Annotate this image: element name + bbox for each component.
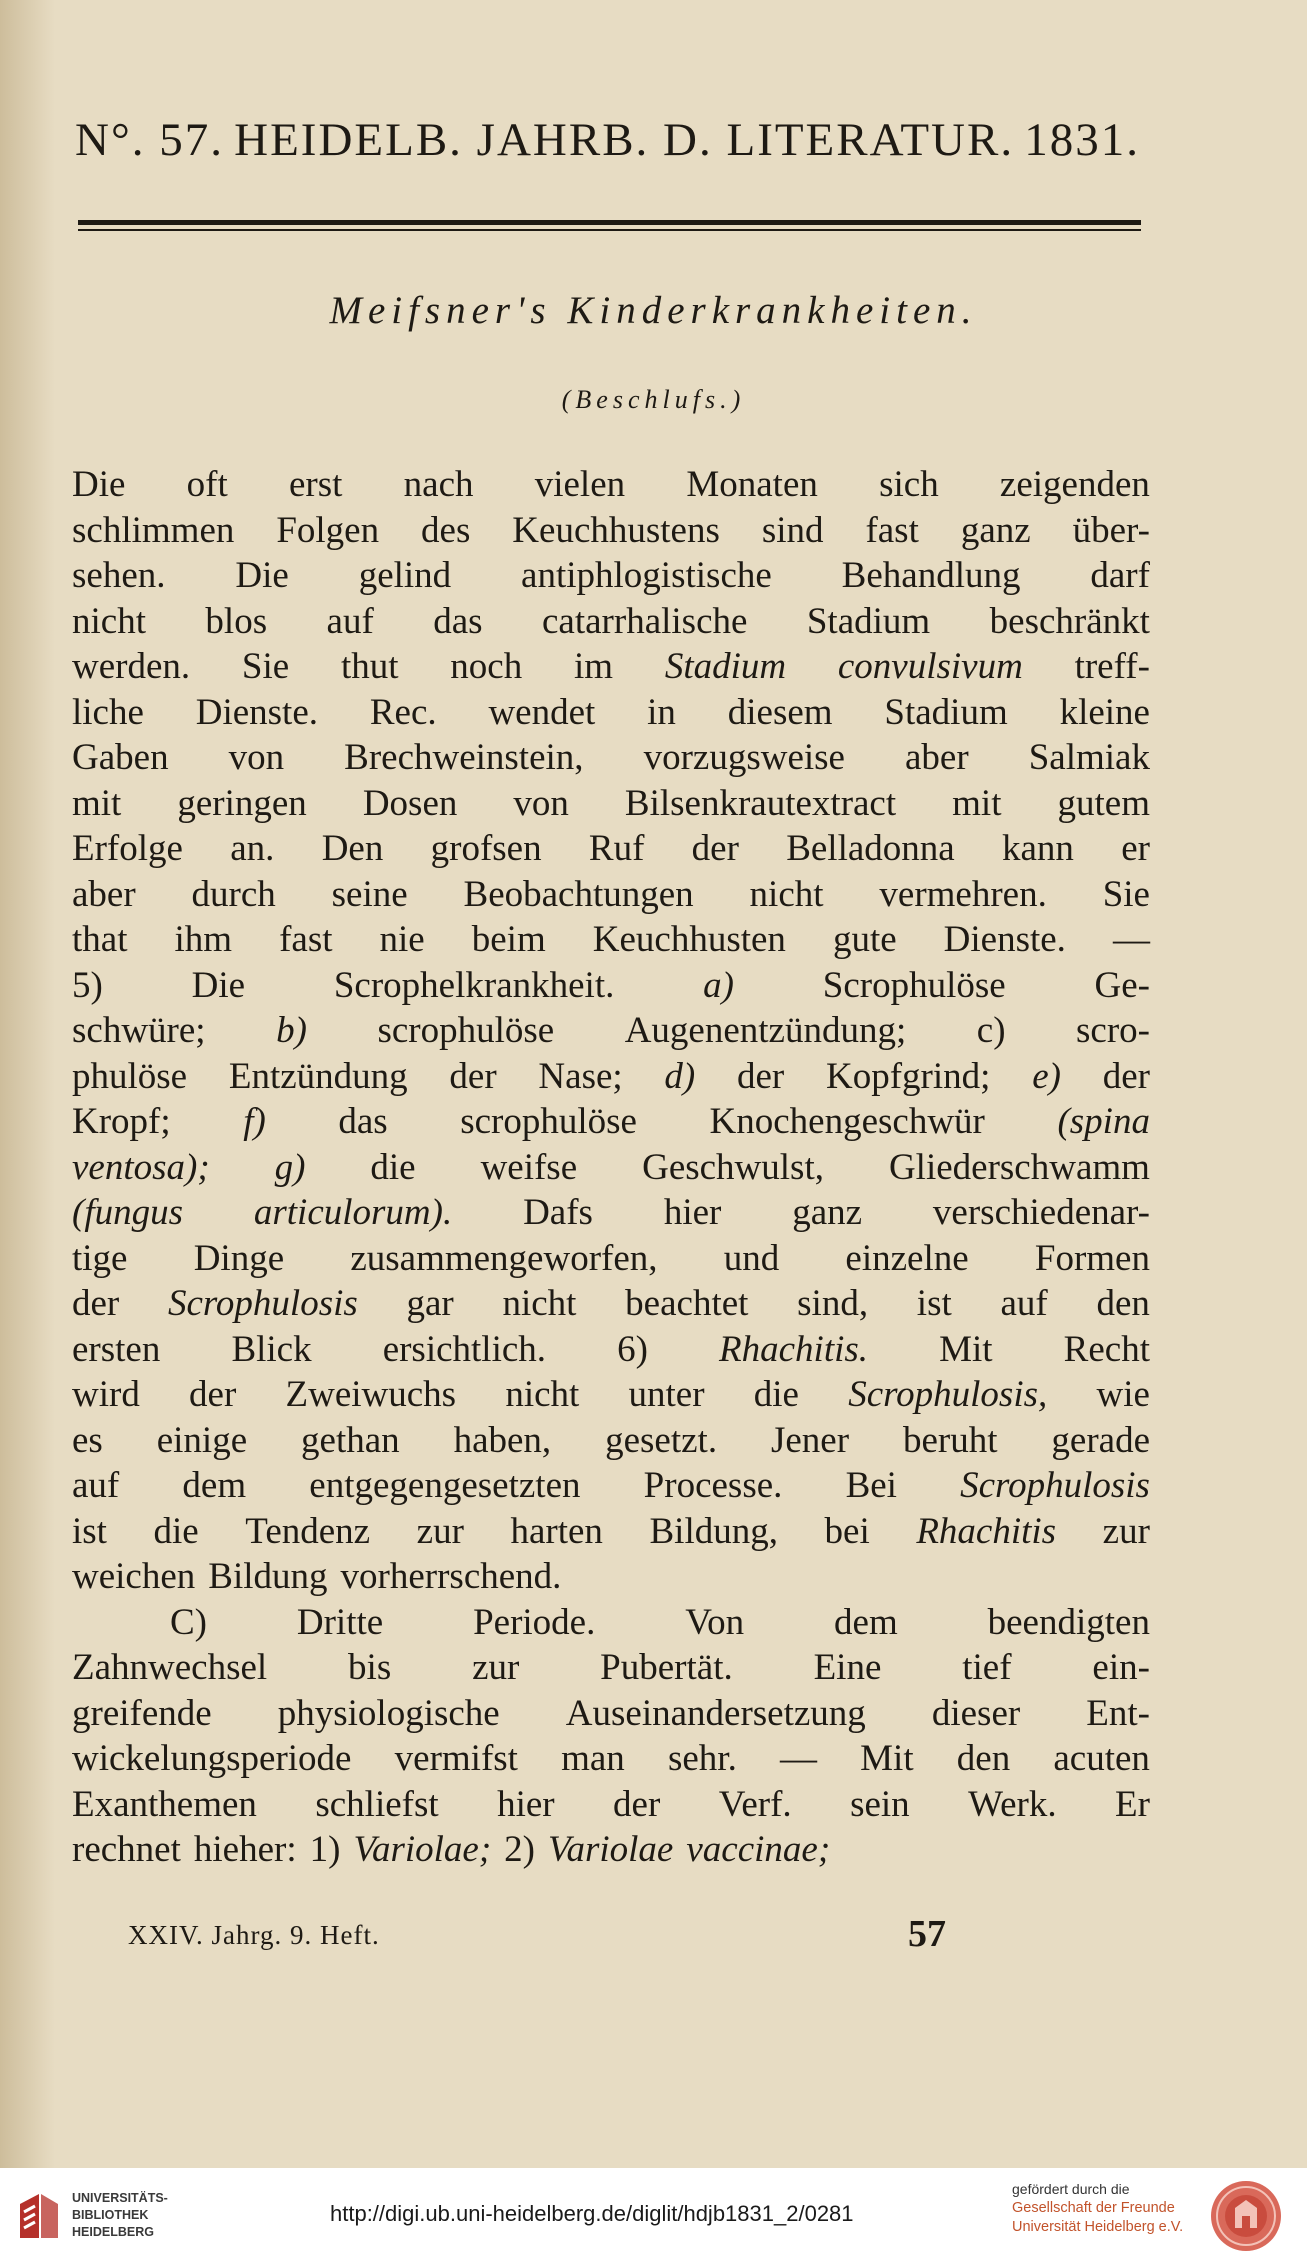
- word: das: [433, 600, 483, 642]
- word: von: [513, 782, 569, 824]
- word: articulorum).: [253, 1192, 453, 1233]
- word: gelind: [358, 555, 452, 596]
- word: in: [647, 691, 676, 733]
- word: entgegengesetzten: [309, 1465, 581, 1506]
- word: Pubertät.: [600, 1647, 733, 1688]
- text-line: [72, 1099, 1150, 1145]
- word: Er: [1114, 1783, 1150, 1825]
- word: vorzugsweise: [643, 737, 845, 778]
- word: Eine: [813, 1647, 882, 1688]
- word: die: [153, 1510, 199, 1552]
- text-line: [72, 462, 1150, 508]
- article-title: Meifsner's Kinderkrankheiten.: [329, 289, 978, 332]
- word: a): [703, 964, 734, 1006]
- word: der: [72, 1283, 120, 1324]
- word: Keuchhusten: [592, 919, 786, 960]
- word: aber: [72, 873, 136, 915]
- word: beachtet: [625, 1283, 749, 1324]
- word: sein: [850, 1783, 910, 1825]
- text-line: [72, 1054, 1150, 1100]
- word: ersten: [72, 1328, 161, 1370]
- text-line: [72, 553, 1150, 599]
- word: Dritte: [296, 1601, 384, 1643]
- word: Nase;: [538, 1055, 623, 1097]
- sponsor-prefix: gefördert durch die: [1012, 2181, 1130, 2197]
- word: nicht: [502, 1283, 577, 1324]
- word: liche: [72, 691, 144, 733]
- word: er: [1121, 828, 1150, 869]
- word: that: [72, 919, 128, 960]
- word: hieher:: [193, 1829, 297, 1870]
- word: erst: [288, 464, 343, 505]
- word: —: [779, 1738, 817, 1779]
- word: Scrophulosis: [960, 1465, 1150, 1506]
- word: thut: [340, 646, 399, 687]
- text-line: [72, 1509, 1150, 1555]
- word: vaccinae;: [686, 1829, 831, 1870]
- text-line: [72, 1782, 1150, 1828]
- word: dem: [182, 1465, 247, 1506]
- word: sind,: [797, 1283, 869, 1324]
- word: Dinge: [193, 1237, 285, 1279]
- university-seal-icon: [1205, 2178, 1287, 2254]
- word: Monaten: [686, 464, 818, 505]
- word: auf: [326, 600, 374, 642]
- word: fast: [279, 919, 333, 960]
- word: wird: [72, 1374, 140, 1415]
- word: Belladonna: [786, 828, 955, 869]
- word: schwüre;: [72, 1010, 206, 1051]
- word: gar: [406, 1283, 454, 1324]
- word: Die: [235, 555, 289, 596]
- word: noch: [450, 646, 523, 687]
- word: haben,: [453, 1419, 552, 1461]
- word: Ruf: [588, 828, 645, 869]
- word: scrophulöse: [460, 1101, 637, 1142]
- word: die: [370, 1146, 416, 1188]
- word: Kopfgrind;: [826, 1055, 991, 1097]
- word: acuten: [1053, 1738, 1150, 1779]
- word: Bildung: [208, 1556, 328, 1597]
- word: (fungus: [72, 1192, 183, 1233]
- word: ein-: [1092, 1647, 1150, 1688]
- word: C): [170, 1601, 207, 1643]
- word: der: [613, 1783, 661, 1825]
- text-line: [72, 1418, 1150, 1464]
- text-line: [72, 1008, 1150, 1054]
- library-name-line: BIBLIOTHEK: [72, 2208, 149, 2222]
- word: Ent-: [1086, 1692, 1150, 1734]
- digitization-bar: [0, 2168, 1307, 2261]
- word: auf: [1000, 1283, 1048, 1324]
- word: des: [421, 509, 471, 551]
- word: blos: [205, 600, 268, 642]
- word: seine: [331, 873, 408, 915]
- word: es: [72, 1419, 103, 1461]
- word: der: [189, 1374, 237, 1415]
- sponsor-name-line: Gesellschaft der Freunde: [1012, 2200, 1175, 2216]
- text-line: [72, 1463, 1150, 1509]
- header-rule-thin: [78, 229, 1141, 231]
- word: gerade: [1051, 1419, 1150, 1461]
- word: einige: [156, 1419, 248, 1461]
- header-rule-thick: [78, 220, 1141, 225]
- word: Rhachitis: [916, 1510, 1057, 1552]
- word: weifse: [480, 1146, 578, 1188]
- signature-line: XXIV. Jahrg. 9. Heft.: [128, 1920, 380, 1950]
- word: geringen: [177, 782, 307, 824]
- word: f): [243, 1101, 266, 1142]
- word: zusammengeworfen,: [350, 1237, 658, 1279]
- word: convulsivum: [837, 646, 1023, 687]
- word: beschränkt: [989, 600, 1150, 642]
- word: ventosa);: [72, 1146, 210, 1188]
- word: gesetzt.: [605, 1419, 718, 1461]
- word: Exanthemen: [72, 1783, 257, 1825]
- text-line: [72, 1190, 1150, 1236]
- word: zeigenden: [999, 464, 1150, 505]
- word: Augenentzündung;: [624, 1010, 907, 1051]
- word: vielen: [534, 464, 626, 505]
- word: rechnet: [72, 1829, 181, 1870]
- word: den: [1096, 1283, 1150, 1324]
- library-logo-icon: [14, 2190, 64, 2242]
- word: Von: [685, 1601, 745, 1643]
- word: wendet: [488, 691, 596, 733]
- word: darf: [1090, 555, 1150, 596]
- word: 5): [72, 964, 103, 1006]
- word: wie: [1096, 1374, 1150, 1415]
- word: vermifst: [394, 1738, 518, 1779]
- word: Die: [191, 964, 246, 1006]
- text-line: [72, 690, 1150, 736]
- word: gute: [832, 919, 897, 960]
- word: verschiedenar-: [932, 1192, 1150, 1233]
- word: hier: [497, 1783, 555, 1825]
- word: weichen: [72, 1556, 196, 1597]
- word: Stadium: [806, 600, 931, 642]
- word: sehr.: [667, 1738, 737, 1779]
- word: 2): [504, 1829, 535, 1870]
- text-line: [72, 963, 1150, 1009]
- word: Scrophulosis: [167, 1283, 358, 1324]
- word: Bei: [845, 1465, 897, 1506]
- word: Erfolge: [72, 828, 183, 869]
- word: Kropf;: [72, 1101, 171, 1142]
- word: 1): [309, 1829, 341, 1870]
- word: im: [573, 646, 614, 687]
- word: Ge-: [1094, 964, 1150, 1006]
- word: Salmiak: [1028, 737, 1150, 778]
- word: werden.: [72, 646, 191, 687]
- word: kleine: [1059, 691, 1150, 733]
- word: Formen: [1034, 1237, 1150, 1279]
- library-name-line: HEIDELBERG: [72, 2225, 154, 2239]
- word: Stadium: [884, 691, 1008, 733]
- word: einzelne: [845, 1237, 969, 1279]
- word: den: [956, 1738, 1011, 1779]
- word: scro-: [1076, 1010, 1150, 1051]
- word: nie: [379, 919, 425, 960]
- text-line: [72, 1327, 1150, 1373]
- word: ist: [72, 1510, 107, 1552]
- word: tige: [72, 1237, 128, 1279]
- text-line: [72, 508, 1150, 554]
- word: Bilsenkrautextract: [624, 782, 897, 824]
- word: ihm: [174, 919, 233, 960]
- word: zur: [472, 1647, 520, 1688]
- word: Periode.: [473, 1601, 596, 1643]
- word: Werk.: [968, 1783, 1057, 1825]
- word: Gaben: [72, 737, 169, 778]
- word: Die: [72, 464, 126, 505]
- word: beruht: [902, 1419, 998, 1461]
- word: (spina: [1057, 1101, 1150, 1142]
- article-subtitle: (Beschlufs.): [561, 385, 746, 414]
- word: das: [338, 1101, 388, 1142]
- word: d): [664, 1055, 696, 1097]
- word: Blick: [231, 1328, 312, 1370]
- word: antiphlogistische: [521, 555, 772, 596]
- sponsor-credit: [1012, 2180, 1202, 2237]
- word: sind: [761, 509, 824, 551]
- word: nicht: [72, 600, 146, 642]
- issue-number: N°. 57.: [75, 114, 224, 166]
- word: physiologische: [277, 1692, 500, 1734]
- text-line: [72, 1827, 1150, 1873]
- word: schliefst: [315, 1783, 439, 1825]
- word: beim: [471, 919, 546, 960]
- word: über-: [1072, 509, 1150, 551]
- text-line: [72, 1600, 1150, 1646]
- word: zur: [416, 1510, 464, 1552]
- word: scrophulöse: [377, 1010, 555, 1051]
- word: der: [737, 1055, 785, 1097]
- word: Mit: [860, 1738, 914, 1779]
- word: nicht: [749, 873, 824, 915]
- word: diesem: [727, 691, 833, 733]
- word: oft: [186, 464, 228, 505]
- permalink-url[interactable]: http://digi.ub.uni-heidelberg.de/diglit/hdjb1831_2/0281: [330, 2201, 854, 2226]
- word: Dienste.: [943, 919, 1066, 960]
- word: gutem: [1057, 782, 1150, 824]
- word: Variolae;: [353, 1829, 492, 1870]
- word: Verf.: [718, 1783, 792, 1825]
- word: von: [228, 737, 285, 778]
- word: ganz: [960, 509, 1031, 551]
- word: dem: [834, 1601, 898, 1643]
- word: nach: [403, 464, 474, 505]
- word: ganz: [792, 1192, 863, 1233]
- word: nicht: [505, 1374, 580, 1415]
- word: treff-: [1074, 646, 1150, 687]
- word: catarrhalische: [542, 600, 748, 642]
- word: man: [561, 1738, 625, 1779]
- word: der: [691, 828, 739, 869]
- word: an.: [230, 828, 275, 869]
- word: kann: [1002, 828, 1074, 869]
- word: Beobachtungen: [463, 873, 694, 915]
- word: mit: [72, 782, 122, 824]
- word: Jener: [770, 1419, 850, 1461]
- text-line: [72, 1372, 1150, 1418]
- word: Behandlung: [841, 555, 1021, 596]
- word: b): [276, 1010, 307, 1051]
- text-line: [72, 1736, 1150, 1782]
- word: Zweiwuchs: [285, 1374, 457, 1415]
- library-name-line: UNIVERSITÄTS-: [72, 2191, 168, 2205]
- word: vorherrschend.: [340, 1556, 562, 1597]
- word: Geschwulst,: [642, 1146, 824, 1188]
- word: auf: [72, 1465, 120, 1506]
- word: Processe.: [643, 1465, 783, 1506]
- word: vermehren.: [879, 873, 1047, 915]
- word: Brechweinstein,: [344, 737, 584, 778]
- word: zur: [1102, 1510, 1150, 1552]
- word: unter: [628, 1374, 705, 1415]
- word: Tendenz: [245, 1510, 371, 1552]
- word: Zahnwechsel: [72, 1647, 268, 1688]
- word: Entzündung: [228, 1055, 408, 1097]
- word: grofsen: [430, 828, 542, 869]
- word: aber: [905, 737, 969, 778]
- word: c): [976, 1010, 1006, 1051]
- word: ersichtlich.: [382, 1328, 547, 1370]
- word: Variolae: [547, 1829, 674, 1870]
- word: mit: [952, 782, 1002, 824]
- word: Folgen: [276, 509, 380, 551]
- word: hier: [663, 1192, 722, 1233]
- text-line: [72, 917, 1150, 963]
- word: 6): [617, 1328, 648, 1370]
- text-line: [72, 1281, 1150, 1327]
- word: Dosen: [362, 782, 458, 824]
- word: Dafs: [523, 1192, 593, 1233]
- word: greifende: [72, 1692, 212, 1734]
- word: Knochengeschwür: [709, 1101, 985, 1142]
- journal-year: 1831.: [1024, 114, 1140, 166]
- word: der: [449, 1055, 497, 1097]
- word: der: [1102, 1055, 1150, 1097]
- word: sehen.: [72, 555, 166, 596]
- word: Scrophulöse: [822, 964, 1006, 1006]
- word: fast: [865, 509, 919, 551]
- text-line: [72, 599, 1150, 645]
- word: Stadium: [664, 646, 787, 687]
- word: Scrophelkrankheit.: [333, 964, 615, 1006]
- text-line: [72, 872, 1150, 918]
- library-name: [72, 2190, 168, 2241]
- word: dieser: [931, 1692, 1021, 1734]
- word: und: [723, 1237, 780, 1279]
- text-line: [72, 1236, 1150, 1282]
- word: gethan: [301, 1419, 400, 1461]
- word: harten: [510, 1510, 603, 1552]
- word: Keuchhustens: [512, 509, 720, 551]
- word: phulöse: [72, 1055, 188, 1097]
- page-number: 57: [908, 1913, 946, 1955]
- text-line: [72, 735, 1150, 781]
- word: sich: [879, 464, 939, 505]
- word: beendigten: [987, 1601, 1150, 1643]
- word: e): [1032, 1055, 1061, 1097]
- word: —: [1112, 919, 1150, 960]
- text-line: [72, 826, 1150, 872]
- word: ist: [916, 1283, 952, 1324]
- journal-title: HEIDELB. JAHRB. D. LITERATUR.: [234, 114, 1015, 166]
- word: Recht: [1063, 1328, 1150, 1370]
- word: Den: [321, 828, 384, 869]
- text-line: [72, 644, 1150, 690]
- sponsor-name-line: Universität Heidelberg e.V.: [1012, 2219, 1184, 2235]
- word: die: [753, 1374, 799, 1415]
- word: Rhachitis.: [719, 1328, 869, 1370]
- word: Bildung,: [649, 1510, 778, 1552]
- body-text: [72, 462, 1150, 1873]
- word: bis: [348, 1647, 392, 1688]
- word: wickelungsperiode: [72, 1738, 352, 1779]
- word: Sie: [241, 646, 290, 687]
- word: Sie: [1102, 873, 1150, 915]
- word: Mit: [939, 1328, 993, 1370]
- word: Gliederschwamm: [888, 1146, 1150, 1188]
- word: durch: [191, 873, 276, 915]
- text-line: [72, 1554, 1150, 1600]
- text-line: [72, 1145, 1150, 1191]
- word: g): [274, 1146, 306, 1188]
- text-line: [72, 1691, 1150, 1737]
- word: Auseinandersetzung: [565, 1692, 866, 1734]
- word: Scrophulosis,: [848, 1374, 1048, 1415]
- word: bei: [824, 1510, 870, 1552]
- text-line: [72, 1645, 1150, 1691]
- word: Dienste.: [195, 691, 319, 733]
- word: tief: [962, 1647, 1012, 1688]
- text-line: [72, 781, 1150, 827]
- word: Rec.: [369, 691, 437, 733]
- running-header: [75, 105, 1140, 175]
- word: schlimmen: [72, 509, 235, 551]
